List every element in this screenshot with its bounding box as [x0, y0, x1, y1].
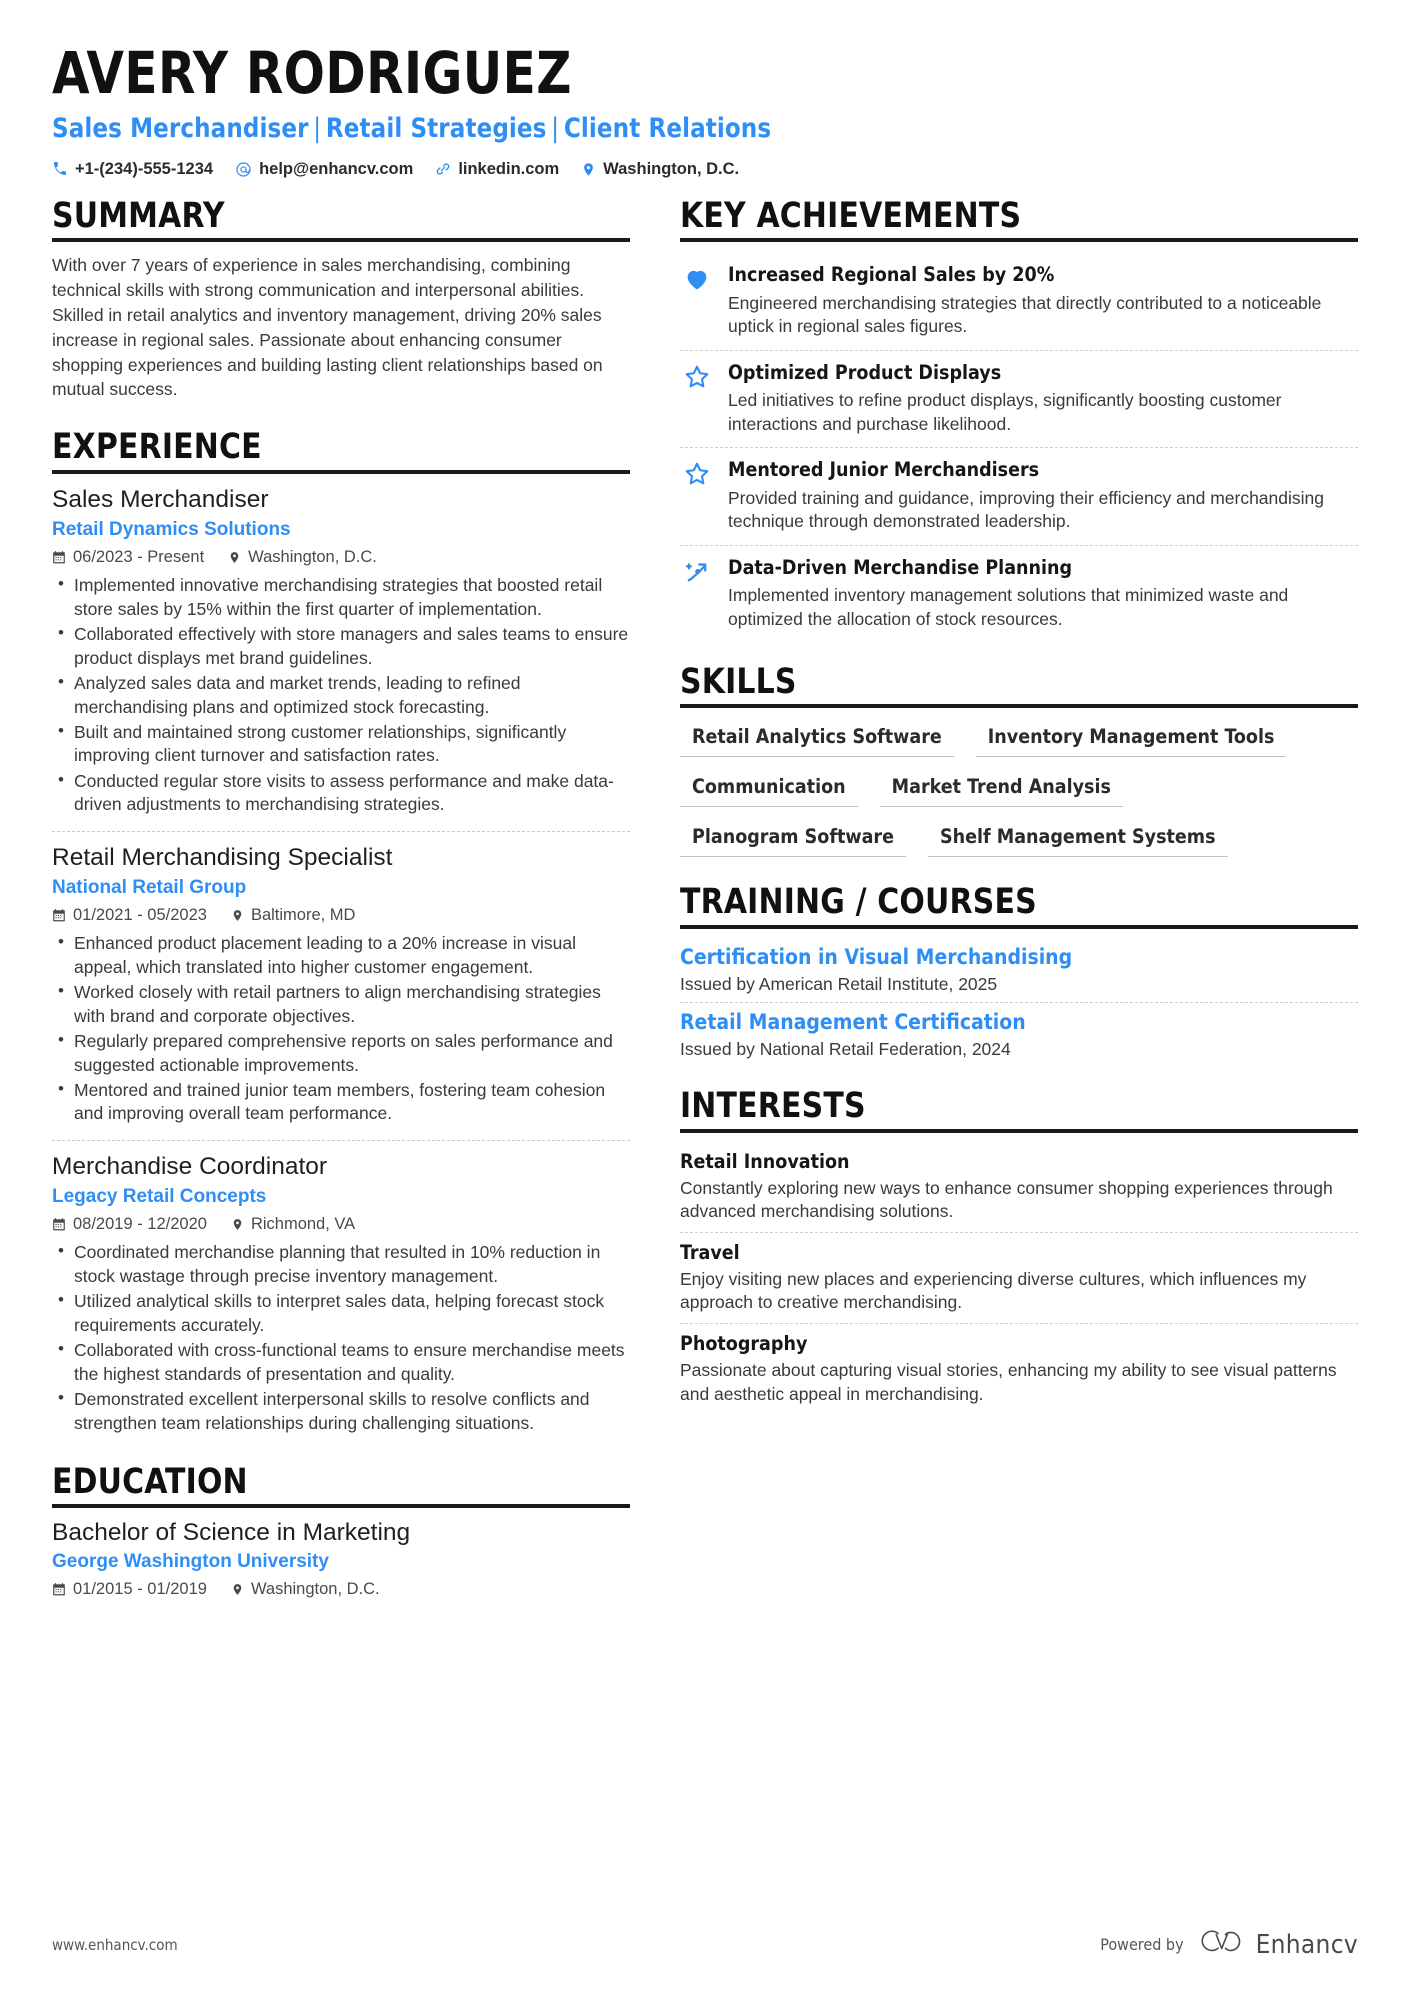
interest-description: Passionate about capturing visual stories, enhancing my ability to see visual patterns and aesthetic appeal in merchandising.: [680, 1360, 1337, 1404]
education-meta: [52, 1580, 630, 1599]
footer-website-url[interactable]: www.enhancv.com: [52, 1935, 178, 1954]
job-bullet: • Mentored and trained junior team members, fostering team cohesion and improving overall team performance.: [52, 1079, 630, 1126]
location-icon: [231, 1217, 244, 1232]
contact-email[interactable]: [235, 160, 413, 179]
achievement-title: Optimized Product Displays: [728, 360, 1002, 384]
training-heading: TRAINING / COURSES: [680, 882, 1037, 923]
contact-email-text: help@enhancv.com: [259, 159, 414, 178]
interest-name: Photography: [680, 1332, 808, 1356]
job-bullet: • Analyzed sales data and market trends, leading to refined merchandising plans and optimized stock forecasting.: [52, 672, 630, 719]
course-issuer: Issued by National Retail Federation, 2024: [680, 1039, 1011, 1060]
contact-phone[interactable]: [52, 160, 213, 179]
headline-part-1: Sales Merchandiser: [52, 112, 309, 144]
enhancv-logo-icon: [1198, 1928, 1242, 1961]
job-bullet: • Worked closely with retail partners to align merchandising strategies with brand and corporate objectives.: [52, 981, 630, 1028]
heart-icon: [680, 263, 714, 339]
job-dates-text: 06/2023 - Present: [73, 548, 205, 567]
achievement-item: [680, 447, 1358, 545]
section-divider: [680, 1129, 1358, 1133]
summary-heading: SUMMARY: [52, 195, 225, 236]
section-key-achievements: [680, 197, 1358, 643]
experience-heading: EXPERIENCE: [52, 427, 262, 468]
experience-entry: [52, 1140, 630, 1445]
calendar-icon: [52, 1582, 66, 1597]
interest-item: [680, 1144, 1358, 1232]
education-dates-text: 01/2015 - 01/2019: [73, 1580, 207, 1599]
job-dates: [52, 906, 207, 925]
job-company[interactable]: Retail Dynamics Solutions: [52, 519, 291, 541]
job-bullet: • Built and maintained strong customer relationships, significantly improving client turnover and satisfaction rates.: [52, 721, 630, 768]
education-heading: EDUCATION: [52, 1461, 248, 1502]
job-location-text: Richmond, VA: [250, 1215, 356, 1234]
course-item: [680, 1002, 1358, 1067]
left-column: [52, 197, 652, 1612]
section-skills: [680, 663, 1358, 870]
footer-brand: [1100, 1928, 1358, 1961]
job-dates-text: 08/2019 - 12/2020: [73, 1215, 207, 1234]
calendar-icon: [52, 908, 66, 923]
resume-body: [52, 197, 1358, 1612]
achievement-title: Data-Driven Merchandise Planning: [728, 556, 1073, 580]
job-bullet: • Utilized analytical skills to interpret sales data, helping forecast stock requirements accurately.: [52, 1290, 630, 1337]
degree-title: Bachelor of Science in Marketing: [52, 1519, 411, 1547]
skill-tag: Shelf Management Systems: [928, 819, 1228, 857]
job-location-text: Washington, D.C.: [248, 548, 377, 567]
course-name[interactable]: Retail Management Certification: [680, 1009, 1026, 1034]
headline-separator: |: [551, 112, 560, 144]
contact-phone-text: +1-(234)-555-1234: [75, 159, 214, 178]
education-dates: [52, 1580, 207, 1599]
headline-part-3: Client Relations: [563, 112, 772, 144]
job-dates: [52, 1215, 207, 1234]
page-footer: [52, 1928, 1358, 1961]
job-bullet: • Enhanced product placement leading to a 20% increase in visual appeal, which translated into higher customer engagement.: [52, 932, 630, 979]
education-location-text: Washington, D.C.: [250, 1580, 380, 1599]
trending-up-icon: [680, 556, 714, 632]
job-bullets: [52, 1241, 630, 1435]
education-entry: [52, 1519, 630, 1607]
achievement-title: Increased Regional Sales by 20%: [728, 263, 1055, 287]
achievement-description: Engineered merchandising strategies that directly contributed to a noticeable uptick in regional sales figures.: [728, 292, 1322, 337]
job-dates-text: 01/2021 - 05/2023: [73, 906, 207, 925]
location-icon: [231, 908, 244, 923]
job-company[interactable]: Legacy Retail Concepts: [52, 1186, 267, 1208]
section-divider: [52, 1504, 630, 1508]
section-divider: [680, 238, 1358, 242]
job-bullets: [52, 932, 630, 1126]
section-experience: [52, 428, 630, 1445]
job-bullet: • Demonstrated excellent interpersonal skills to resolve conflicts and strengthen team relationships during challenging situations.: [52, 1388, 630, 1435]
interest-name: Travel: [680, 1240, 740, 1264]
achievement-body: [728, 263, 1358, 339]
interests-heading: INTERESTS: [680, 1086, 866, 1127]
enhancv-brand-name: Enhancv: [1255, 1929, 1358, 1960]
contact-link-text: linkedin.com: [458, 159, 560, 178]
job-location: [231, 906, 356, 925]
link-icon: [435, 161, 451, 177]
contact-location: [581, 160, 739, 179]
location-icon: [228, 550, 241, 565]
skill-tag: Market Trend Analysis: [880, 769, 1123, 807]
candidate-headline: [52, 113, 1293, 144]
skill-tag: Planogram Software: [680, 819, 906, 857]
job-bullet: • Collaborated with cross-functional teams to ensure merchandise meets the highest standards of presentation and quality.: [52, 1339, 630, 1386]
location-icon: [581, 161, 596, 178]
experience-entry: [52, 485, 630, 827]
job-bullet: • Collaborated effectively with store managers and sales teams to ensure product displays met brand guidelines.: [52, 623, 630, 670]
calendar-icon: [52, 550, 66, 565]
achievement-description: Provided training and guidance, improving their efficiency and merchandising technique through demonstrated leadership.: [728, 487, 1324, 532]
section-summary: [52, 197, 630, 403]
summary-text: With over 7 years of experience in sales merchandising, combining technical skills with strong communication and interpersonal abilities. Skilled in retail analytics and inventory management, driving 20% sales increase in regional sales. Passionate about enhancing consumer shopping experiences and building lasting client relationships based on mutual success.: [52, 255, 603, 400]
star-icon: [680, 361, 714, 437]
course-issuer: Issued by American Retail Institute, 2025: [680, 973, 998, 994]
course-name[interactable]: Certification in Visual Merchandising: [680, 944, 1073, 969]
achievement-body: [728, 458, 1358, 534]
education-location: [231, 1580, 380, 1599]
job-bullet: • Conducted regular store visits to assess performance and make data-driven adjustments to merchandising strategies.: [52, 770, 630, 817]
achievement-item: [680, 350, 1358, 448]
job-location: [231, 1215, 355, 1234]
achievement-body: [728, 361, 1358, 437]
achievement-item: [680, 545, 1358, 643]
job-title: Merchandise Coordinator: [52, 1152, 328, 1180]
job-dates: [52, 548, 204, 567]
star-icon: [680, 458, 714, 534]
candidate-name: AVERY RODRIGUEZ: [52, 39, 572, 107]
phone-icon: [52, 161, 68, 177]
powered-by-label: Powered by: [1100, 1935, 1184, 1954]
right-column: [652, 197, 1358, 1612]
achievement-body: [728, 556, 1358, 632]
interest-description: Constantly exploring new ways to enhance consumer shopping experiences through advanced merchandising solutions.: [680, 1177, 1333, 1222]
skills-heading: SKILLS: [680, 661, 797, 702]
section-divider: [680, 704, 1358, 708]
section-divider: [52, 470, 630, 474]
contact-link[interactable]: [435, 160, 559, 179]
achievement-description: Led initiatives to refine product displays, significantly boosting customer interactions and purchase likelihood.: [728, 390, 1282, 434]
interest-item: [680, 1323, 1358, 1414]
job-location-text: Baltimore, MD: [250, 906, 356, 925]
section-training: [680, 883, 1358, 1067]
key-achievements-heading: KEY ACHIEVEMENTS: [680, 195, 1022, 236]
school-name[interactable]: George Washington University: [52, 1551, 329, 1573]
job-meta: [52, 1215, 630, 1234]
achievement-title: Mentored Junior Merchandisers: [728, 458, 1040, 482]
achievement-item: [680, 253, 1358, 350]
skill-tag: Retail Analytics Software: [680, 719, 954, 757]
job-bullets: [52, 574, 630, 816]
section-education: [52, 1463, 630, 1608]
experience-entry: [52, 831, 630, 1136]
contact-location-text: Washington, D.C.: [603, 159, 740, 178]
location-icon: [231, 1582, 244, 1597]
headline-part-2: Retail Strategies: [325, 112, 547, 144]
job-meta: [52, 548, 630, 567]
achievement-description: Implemented inventory management solutions that minimized waste and optimized the allocation of stock resources.: [728, 585, 1289, 630]
job-company[interactable]: National Retail Group: [52, 877, 247, 899]
job-bullet: • Coordinated merchandise planning that resulted in 10% reduction in stock wastage through precise inventory management.: [52, 1241, 630, 1288]
interest-item: [680, 1232, 1358, 1323]
section-interests: [680, 1087, 1358, 1414]
course-item: [680, 940, 1358, 1002]
contact-row: [52, 160, 1358, 179]
job-bullet: • Regularly prepared comprehensive reports on sales performance and suggested actionable improvements.: [52, 1030, 630, 1077]
skill-tag: Communication: [680, 769, 858, 807]
email-icon: [235, 161, 252, 178]
headline-separator: |: [313, 112, 322, 144]
job-title: Retail Merchandising Specialist: [52, 843, 393, 871]
section-divider: [680, 925, 1358, 929]
job-bullet: • Implemented innovative merchandising strategies that boosted retail store sales by 15% within the first quarter of implementation.: [52, 574, 630, 621]
skills-list: [680, 719, 1358, 869]
skill-tag: Inventory Management Tools: [976, 719, 1287, 757]
resume-header: [52, 39, 1358, 179]
calendar-icon: [52, 1217, 66, 1232]
job-title: Sales Merchandiser: [52, 485, 269, 513]
interest-name: Retail Innovation: [680, 1149, 850, 1173]
section-divider: [52, 238, 630, 242]
job-meta: [52, 906, 630, 925]
interest-description: Enjoy visiting new places and experiencing diverse cultures, which influences my approach to creative merchandising.: [680, 1268, 1307, 1313]
job-location: [228, 548, 377, 567]
